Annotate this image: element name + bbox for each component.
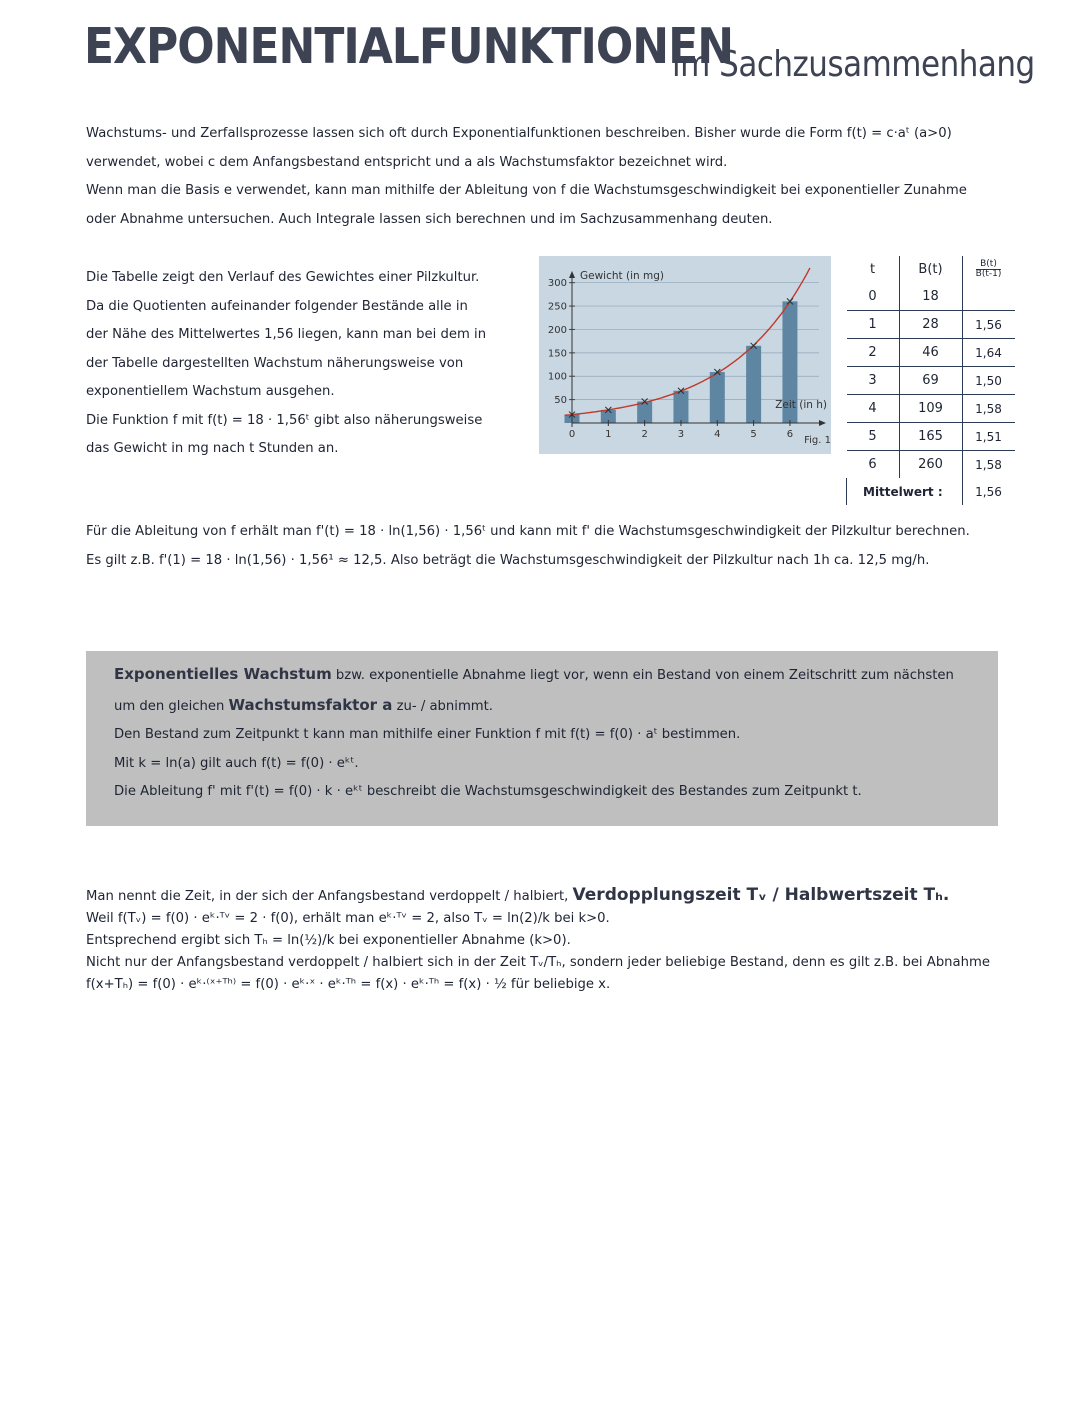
table-row xyxy=(847,451,1015,479)
box-line5: Die Ableitung f' mit f'(t) = f(0) · k · eᵏᵗ beschreibt die Wachstumsgeschwindigkeit des Bestandes zum Zeitpunkt t. xyxy=(114,784,862,799)
table-row xyxy=(847,339,1015,367)
explanation-line: das Gewicht in mg nach t Stunden an. xyxy=(86,441,339,456)
explanation-line: exponentiellem Wachstum ausgehen. xyxy=(86,384,335,399)
y-tick-label: 300 xyxy=(547,278,567,290)
cell-quotient: 1,58 xyxy=(962,395,1015,423)
bar xyxy=(673,391,688,423)
x-tick-label: 3 xyxy=(677,429,685,440)
growth-chart xyxy=(539,256,831,454)
header-quotient xyxy=(962,256,1015,283)
cell-t: 3 xyxy=(847,367,900,395)
box-line3: Den Bestand zum Zeitpunkt t kann man mithilfe einer Funktion f mit f(t) = f(0) · aᵗ bestimmen. xyxy=(114,727,741,742)
page-subtitle: im Sachzusammenhang xyxy=(672,44,1035,86)
intro-line: Wenn man die Basis e verwendet, kann man mithilfe der Ableitung von f die Wachstumsgeschwindigkeit bei exponentieller Zunahme xyxy=(86,183,967,198)
tail-line4: Nicht nur der Anfangsbestand verdoppelt / halbiert sich in der Zeit Tᵥ/Tₕ, sondern jeder beliebige Bestand, denn es gilt z.B. bei Abnahme xyxy=(86,955,990,970)
intro-paragraph xyxy=(86,120,1046,234)
cell-quotient: 1,56 xyxy=(962,311,1015,339)
table-row xyxy=(847,395,1015,423)
x-tick-label: 0 xyxy=(568,429,576,440)
x-tick-label: 2 xyxy=(641,429,648,440)
y-tick-label: 50 xyxy=(554,395,567,407)
header-bt: B(t) xyxy=(899,256,962,283)
cell-quotient: 1,50 xyxy=(962,367,1015,395)
table-header-row xyxy=(847,256,1015,283)
mean-row xyxy=(847,478,1015,505)
cell-quotient xyxy=(962,283,1015,311)
cell-quotient: 1,51 xyxy=(962,423,1015,451)
y-axis-label: Gewicht (in mg) xyxy=(580,270,664,282)
table-row xyxy=(847,423,1015,451)
box-line2-rest: zu- / abnimmt. xyxy=(392,698,493,714)
bar xyxy=(746,346,761,423)
explanation-line: Da die Quotienten aufeinander folgender Bestände alle in xyxy=(86,298,468,314)
derivation-line: Es gilt z.B. f'(1) = 18 · ln(1,56) · 1,56¹ ≈ 12,5. Also beträgt die Wachstumsgeschwindigkeit der Pilzkultur nach 1h ca. 12,5 mg/h. xyxy=(86,552,930,568)
y-tick-label: 100 xyxy=(547,371,567,383)
x-tick-label: 4 xyxy=(714,429,721,440)
cell-bt: 46 xyxy=(899,339,962,367)
tail-line3: Entsprechend ergibt sich Tₕ = ln(½)/k bei exponentieller Abnahme (k>0). xyxy=(86,933,571,948)
x-axis-arrow xyxy=(819,420,826,426)
explanation-line: Die Funktion f mit f(t) = 18 · 1,56ᵗ gibt also näherungsweise xyxy=(86,412,483,428)
y-tick-label: 250 xyxy=(547,301,567,313)
table-explanation xyxy=(86,264,526,464)
cell-t: 2 xyxy=(847,339,900,367)
explanation-line: der Nähe des Mittelwertes 1,56 liegen, kann man bei dem in xyxy=(86,327,487,342)
term-doubling-halflife: Verdopplungszeit Tᵥ / Halbwertszeit Tₕ. xyxy=(572,885,950,905)
cell-t: 5 xyxy=(847,423,900,451)
box-line2-pre: um den gleichen xyxy=(114,698,229,714)
data-table xyxy=(846,256,1015,505)
derivation-paragraph xyxy=(86,518,1046,575)
term-growth-factor: Wachstumsfaktor a xyxy=(228,695,393,714)
cell-t: 1 xyxy=(847,311,900,339)
term-exponential-growth: Exponentielles Wachstum xyxy=(114,665,332,683)
intro-line: Wachstums- und Zerfallsprozesse lassen sich oft durch Exponentialfunktionen beschreiben. Bisher wurde die Form f(t) = c·aᵗ (a>0) xyxy=(86,126,952,141)
y-axis-arrow xyxy=(569,271,575,278)
y-tick-label: 200 xyxy=(547,324,567,336)
figure-caption: Fig. 1 xyxy=(804,435,831,446)
x-tick-label: 1 xyxy=(605,429,612,440)
explanation-line: Die Tabelle zeigt den Verlauf des Gewichtes einer Pilzkultur. xyxy=(86,270,480,285)
cell-quotient: 1,58 xyxy=(962,451,1015,479)
mean-label: Mittelwert : xyxy=(847,478,963,505)
bar xyxy=(710,372,725,423)
cell-quotient: 1,64 xyxy=(962,339,1015,367)
bar xyxy=(637,401,652,423)
tail-line1-pre: Man nennt die Zeit, in der sich der Anfangsbestand verdoppelt / halbiert, xyxy=(86,889,573,904)
intro-line: verwendet, wobei c dem Anfangsbestand entspricht und a als Wachstumsfaktor bezeichnet wird. xyxy=(86,154,728,170)
tail-line2: Weil f(Tᵥ) = f(0) · eᵏ·ᵀᵛ = 2 · f(0), erhält man eᵏ·ᵀᵛ = 2, also Tᵥ = ln(2)/k bei k>0. xyxy=(86,911,610,926)
cell-bt: 260 xyxy=(899,451,962,479)
page-title: EXPONENTIALFUNKTIONEN xyxy=(84,18,734,76)
table-row xyxy=(847,367,1015,395)
cell-t: 0 xyxy=(847,283,900,311)
table-row xyxy=(847,283,1015,311)
cell-bt: 18 xyxy=(899,283,962,311)
cell-t: 4 xyxy=(847,395,900,423)
cell-bt: 69 xyxy=(899,367,962,395)
cell-t: 6 xyxy=(847,451,900,479)
x-axis-label: Zeit (in h) xyxy=(775,399,827,411)
doubling-time-section xyxy=(86,884,1066,996)
derivation-line: Für die Ableitung von f erhält man f'(t) = 18 · ln(1,56) · 1,56ᵗ und kann mit f' die Wachstumsgeschwindigkeit der Pilzkultur berechnen. xyxy=(86,524,970,539)
definition-text xyxy=(114,660,994,807)
box-line4: Mit k = ln(a) gilt auch f(t) = f(0) · eᵏᵗ. xyxy=(114,755,359,771)
header-t: t xyxy=(847,256,900,283)
cell-bt: 165 xyxy=(899,423,962,451)
cell-bt: 28 xyxy=(899,311,962,339)
y-tick-label: 150 xyxy=(547,348,567,360)
mean-value: 1,56 xyxy=(962,478,1015,505)
explanation-line: der Tabelle dargestellten Wachstum näherungsweise von xyxy=(86,355,464,371)
header-quotient-den: B(t-1) xyxy=(975,269,1002,279)
chart-svg xyxy=(539,256,831,454)
cell-bt: 109 xyxy=(899,395,962,423)
table-row xyxy=(847,311,1015,339)
intro-line: oder Abnahme untersuchen. Auch Integrale lassen sich berechnen und im Sachzusammenhang deuten. xyxy=(86,211,773,227)
x-tick-label: 5 xyxy=(750,429,757,440)
header-quotient-num: B(t) xyxy=(976,260,1002,270)
tail-line5: f(x+Tₕ) = f(0) · eᵏ·⁽ˣ⁺ᵀʰ⁾ = f(0) · eᵏ·ˣ · eᵏ·ᵀʰ = f(x) · eᵏ·ᵀʰ = f(x) · ½ für beliebige x. xyxy=(86,977,611,992)
box-line1: bzw. exponentielle Abnahme liegt vor, wenn ein Bestand von einem Zeitschritt zum nächsten xyxy=(331,668,954,683)
x-tick-label: 6 xyxy=(786,429,794,440)
